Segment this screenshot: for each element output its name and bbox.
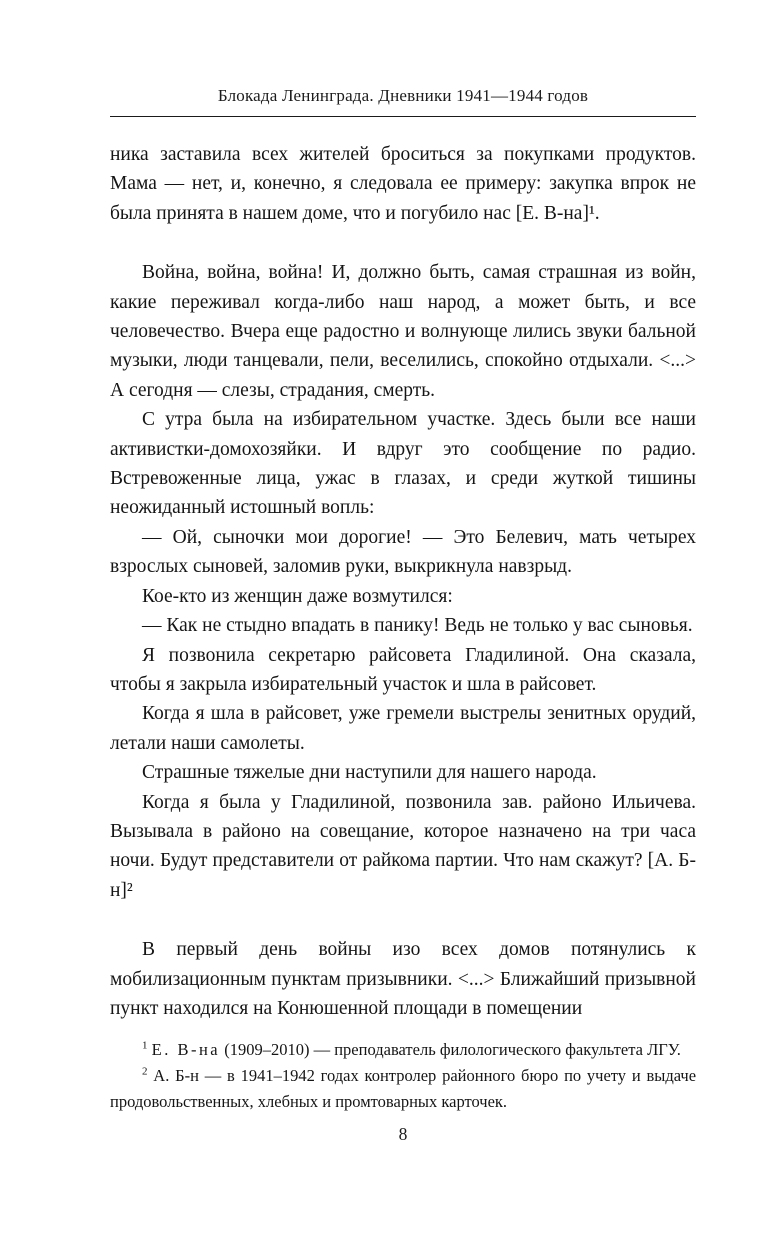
paragraph: Страшные тяжелые дни наступили для нашего народа. xyxy=(142,762,597,784)
body-text xyxy=(110,140,696,1023)
footnote xyxy=(110,1037,696,1063)
paragraph: Когда я шла в райсовет, уже гремели выстрелы зенитных орудий, летали наши самолеты. xyxy=(110,703,696,754)
footnote-name: Е. В-на xyxy=(151,1040,221,1060)
paragraph: С утра была на избирательном участке. Здесь были все наши активистки-домохозяйки. И вдруг это сообщение по радио. Встревоженные лица, ужас в глазах, и среди жуткой тишины неожиданный истошный вопль: xyxy=(110,409,696,519)
paragraph: — Как не стыдно впадать в панику! Ведь не только у вас сыновья. xyxy=(142,615,693,637)
footnote-text: — в 1941–1942 годах контролер районного бюро по учету и выдаче продовольственных, хлебных и промтоварных карточек. xyxy=(110,1066,697,1112)
paragraph: Когда я была у Гладилиной, позвонила зав. районо Ильичева. Вызывала в районо на совещание, которое назначено на три часа ночи. Будут представители от райкома партии. Что нам скажут? [А. Б-н]² xyxy=(110,791,696,901)
footnotes-section xyxy=(110,1037,696,1115)
footnote-name: А. Б-н xyxy=(153,1066,199,1086)
paragraph: В первый день войны изо всех домов потянулись к мобилизационным пунктам призывники. <...> Ближайший призывной пункт находился на Конюшенной площади в помещении xyxy=(110,939,696,1019)
paragraph: — Ой, сыночки мои дорогие! — Это Белевич, мать четырех взрослых сыновей, заломив руки, выкрикнула навзрыд. xyxy=(110,526,696,578)
paragraph: Война, война, война! И, должно быть, самая страшная из войн, какие переживал когда-либо наш народ, а может быть, и все человечество. Вчера еще радостно и волнующе лились звуки бальной музыки, люди танцевали, пели, веселились, спокойно отдыхали. <...> А сегодня — слезы, страдания, смерть. xyxy=(110,262,696,401)
running-header: Блокада Ленинграда. Дневники 1941—1944 годов xyxy=(110,86,696,117)
page-number: 8 xyxy=(398,1124,408,1144)
footnote xyxy=(110,1063,696,1115)
paragraph: Я позвонила секретарю райсовета Гладилиной. Она сказала, чтобы я закрыла избирательный участок и шла в райсовет. xyxy=(110,644,696,695)
paragraph: Кое-кто из женщин даже возмутился: xyxy=(142,585,453,607)
footnote-marker: 2 xyxy=(142,1065,148,1078)
footnote-marker: 1 xyxy=(142,1039,148,1052)
paragraph: ника заставила всех жителей броситься за покупками продуктов. Мама — нет, и, конечно, я следовала ее примеру: закупка впрок не была принята в нашем доме, что и погубило нас [Е. В-на]¹. xyxy=(110,144,696,224)
text-column xyxy=(110,86,696,1115)
footnote-text: (1909–2010) — преподаватель филологического факультета ЛГУ. xyxy=(224,1040,681,1060)
